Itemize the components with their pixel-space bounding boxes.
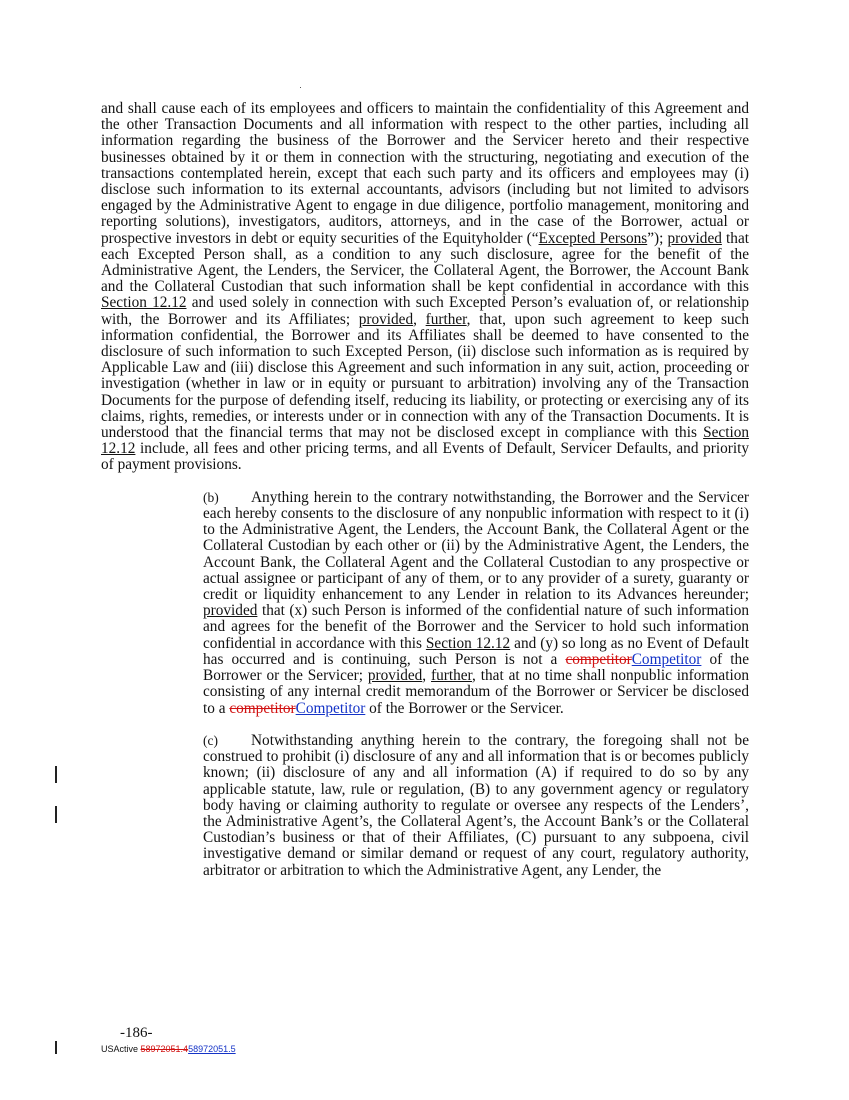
inserted-text: Competitor (295, 699, 366, 717)
text-run: Anything herein to the contrary notwithstanding, the Borrower and the Servicer each hereby consents to the disclosure of any nonpublic information with respect to it (i) to the Administrative Agent, the Lenders, the Account Bank, the Collateral Agent or the Collateral Custodian by each other or (ii) by the Administrative Agent, the Lenders, the Account Bank, the Collateral Agent and the Collateral Custodian to any prospective or actual assignee or participant of any of them, or to any provider of a surety, guaranty or credit or liquidity enhancement to any Lender in relation to its Advances hereunder; (203, 488, 749, 604)
term-provided: provided (203, 602, 258, 620)
text-run: that (x) such Person is informed of the confidential nature of such information and agrees for the benefit of the Borrower and the Servicer to hold such information confidential in accordance with this (203, 602, 749, 652)
stray-mark (300, 87, 301, 88)
revision-change-bar (55, 806, 57, 823)
text-run: and shall cause each of its employees and officers to maintain the confidentiality of this Agreement and the other Transaction Documents and all information with respect to the other parties, including all information regarding the business of the Borrower and the Servicer hereto and their respective businesses obtained by it or them in connection with the structuring, negotiating and execution of the transactions contemplated herein, except that each such party and its officers and employees may (i) disclose such information to its external accountants, advisors (including but not limited to advisors engaged by the Administrative Agent to engage in due diligence, portfolio management, monitoring and reporting solutions), investigators, auditors, attorneys, and in the case of the Borrower, actual or prospective investors in debt or equity securities of the Equityholder (“ (101, 100, 749, 247)
term-further: further (425, 310, 467, 328)
text-run: of the Borrower or the Servicer. (365, 699, 564, 717)
section-reference: Section 12.12 (425, 634, 511, 652)
term-further: further (431, 667, 473, 685)
document-body (101, 101, 749, 879)
paragraph-a (101, 101, 749, 474)
defined-term-excepted-persons: Excepted Persons (538, 229, 648, 247)
text-run: that each Excepted Person shall, as a condition to any such disclosure, agree for the benefit of the Administrative Agent, the Lenders, the Servicer, the Collateral Agent, the Borrower, the Account Bank and the Collateral Custodian that such information shall be kept confidential in accordance with this (101, 229, 749, 296)
term-provided: provided (367, 667, 423, 685)
section-reference: Section 12.12 (101, 294, 187, 312)
paragraph-label: (b) (203, 489, 219, 505)
paragraph-label: (c) (203, 732, 218, 748)
text-run: and (y) so long as no Event of Default has occurred and is continuing, such Person is not a (203, 634, 749, 668)
inserted-text: Competitor (631, 650, 702, 668)
doc-id-prefix: USActive (101, 1044, 141, 1054)
text-run: ”); (647, 229, 668, 247)
doc-id-inserted: 58972051.5 (188, 1044, 236, 1054)
text-run: , (422, 667, 432, 685)
text-run: and used solely in connection with such Excepted Person’s evaluation of, or relationship with, the Borrower and its Affiliates; (101, 294, 749, 328)
section-reference: Section 12.12 (101, 424, 749, 458)
paragraph-c (101, 733, 749, 879)
term-provided: provided (358, 310, 414, 328)
text-run: , (413, 310, 426, 328)
text-run: , that at no time shall nonpublic information consisting of any internal credit memorandum of the Borrower or Servicer be disclosed to a (203, 667, 749, 717)
revision-change-bar (55, 766, 57, 783)
text-run: of the Borrower or the Servicer; (203, 650, 749, 685)
paragraph-b (101, 490, 749, 717)
text-run: , that, upon such agreement to keep such information confidential, the Borrower and its Affiliates shall be deemed to have consented to the disclosure of such information to such Excepted Person, (ii) disclose such information as is required by Applicable Law and (iii) disclose this Agreement and such information in any suit, action, proceeding or investigation (whether in law or in equity or pursuant to arbitration) involving any of the Transaction Documents for the purpose of defending itself, reducing its liability, or protecting or exercising any of its claims, rights, remedies, or interests under or in connection with any of the Transaction Documents. It is understood that the financial terms that may not be disclosed except in compliance with this (101, 310, 749, 442)
page-number: -186- (120, 1025, 153, 1041)
term-provided: provided (667, 229, 722, 247)
document-id (101, 1044, 236, 1054)
text-run: include, all fees and other pricing terms, and all Events of Default, Servicer Defaults, and priority of payment provisions. (101, 440, 749, 474)
deleted-text: competitor (229, 699, 296, 717)
revision-change-bar (55, 1041, 57, 1054)
doc-id-deleted: 58972051.4 (140, 1044, 189, 1054)
deleted-text: competitor (565, 650, 632, 668)
text-run: Notwithstanding anything herein to the contrary, the foregoing shall not be construed to prohibit (i) disclosure of any and all information that is or becomes publicly known; (ii) disclosure of any and all information (A) if required to do so by any applicable statute, law, rule or regulation, (B) to any government agency or regulatory body having or claiming authority to regulate or oversee any respects of the Lenders’, the Administrative Agent’s, the Collateral Agent’s, the Account Bank’s or the Collateral Custodian’s business or that of their Affiliates, (C) pursuant to any subpoena, civil investigative demand or similar demand or request of any court, regulatory authority, arbitrator or arbitration to which the Administrative Agent, any Lender, the (203, 731, 749, 879)
